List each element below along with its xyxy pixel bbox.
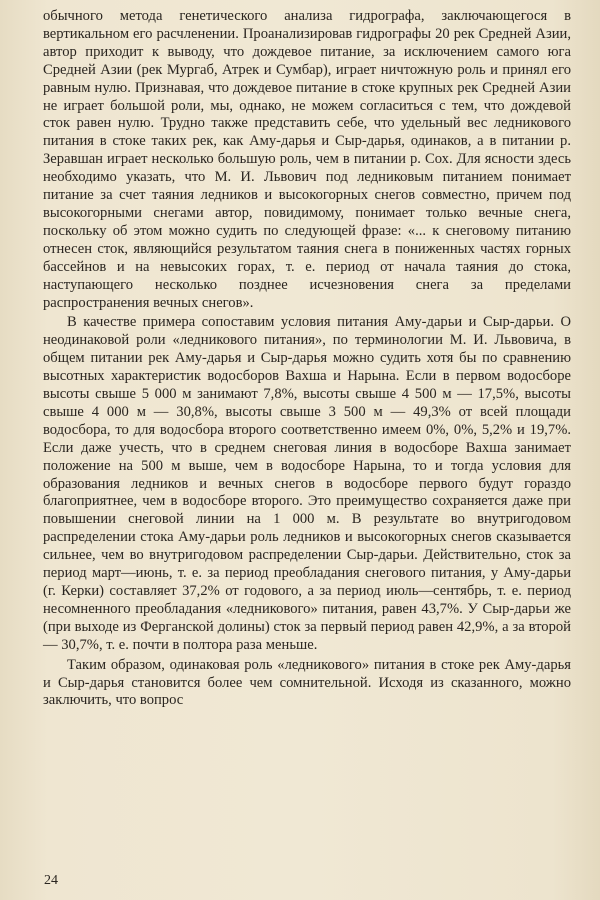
paragraph-conclusion: Таким образом, одинаковая роль «ледникового» питания в стоке рек Аму-дарья и Сыр-дарья становится более чем сомнительной. Исходя из сказанного, можно заключить, что вопрос xyxy=(43,656,571,709)
paragraph-continued: обычного метода генетического анализа гидрографа, заключающегося в вертикальном его расчленении. Проанализировав гидрографы 20 рек Средней Азии, автор приходит к выводу, что дождевое питание, за исключением самого юга Средней Азии (рек Мургаб, Атрек и Сумбар), играет ничтожную роль и принял его равным нулю. Признавая, что дождевое питание в стоке крупных рек Средней Азии не играет большой роли, мы, однако, не можем согласиться с тем, что дождевой сток равен нулю. Трудно также представить себе, что удельный вес ледникового питания в стоке таких рек, как Аму-дарья и Сыр-дарья, одинаков, а в питании р. Зеравшан играет несколько большую роль, чем в питании р. Сох. Для ясности здесь необходимо указать, что М. И. Львович под ледниковым питанием понимает питание за счет таяния ледников и высокогорных снегов совместно, причем под высокогорными снегами автор, повидимому, понимает только вечные снега, поскольку об этом можно судить по следующей фразе: «... к снеговому питанию отнесен сток, являющийся результатом таяния снега в пониженных частях горных бассейнов и на невысоких горах, т. е. период от начала таяния до стока, наступающего несколько позднее исчезновения снега за пределами распространения вечных снегов». xyxy=(43,8,571,311)
page-number: 24 xyxy=(44,873,58,888)
body-text xyxy=(43,8,571,710)
paragraph-comparison: В качестве примера сопоставим условия питания Аму-дарьи и Сыр-дарьи. О неодинаковой роли «ледникового питания», по терминологии М. И. Львовича, в общем питании рек Аму-дарья и Сыр-дарья можно судить хотя бы по сравнению высотных характеристик водосборов Вахша и Нарына. Если в первом водосборе высоты свыше 5 000 м занимают 7,8%, высоты свыше 4 500 м — 17,5%, высоты свыше 4 000 м — 30,8%, высоты свыше 3 500 м — 49,3% от всей площади водосбора, то для водосбора второго соответственно имеем 0%, 0%, 5,2% и 19,7%. Если даже учесть, что в среднем снеговая линия в водосборе Вахша занимает положение на 500 м выше, чем в водосборе Нарына, то и тогда условия для образования ледников и вечных снегов в водосборе первого будут гораздо благоприятнее, чем в водосборе второго. Это преимущество сохраняется даже при повышении снеговой линии на 1 000 м. В результате во внутригодовом распределении стока Аму-дарьи роль ледников и высокогорных снегов сказывается сильнее, чем во внутригодовом распределении Сыр-дарьи. Действительно, сток за период март—июнь, т. е. за период преобладания снегового питания, у Аму-дарьи (г. Керки) составляет 37,2% от годового, а за период июль—сентябрь, т. е. период несомненного преобладания «ледникового» питания, равен 43,7%. У Сыр-дарьи же (при выходе из Ферганской долины) сток за первый период равен 42,9%, а за второй — 30,7%, т. е. почти в полтора раза меньше. xyxy=(43,314,571,653)
